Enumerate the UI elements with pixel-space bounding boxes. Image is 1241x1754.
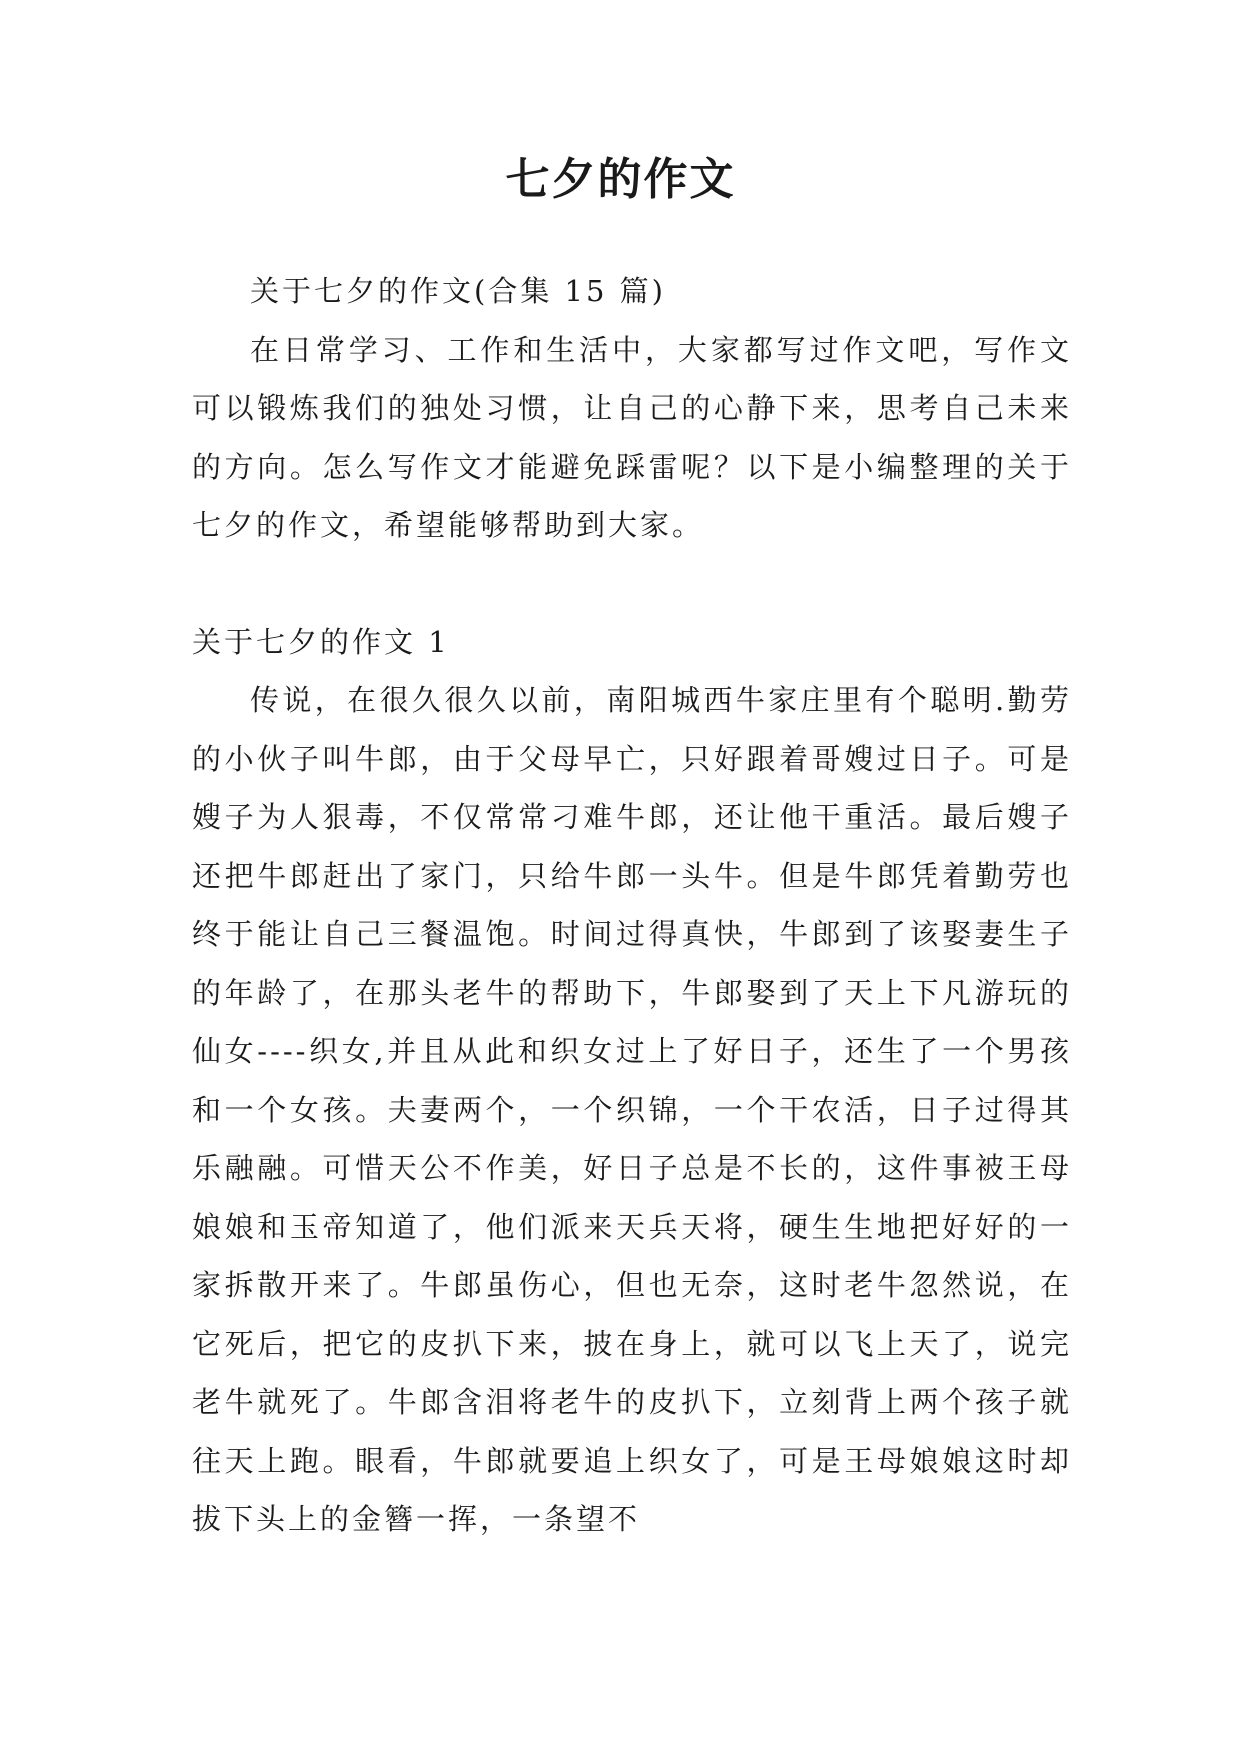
document-body	[192, 262, 1072, 1549]
section-heading: 关于七夕的作文 1	[192, 624, 450, 659]
document-title: 七夕的作文	[505, 154, 736, 205]
collection-subtitle: 关于七夕的作文(合集 15 篇)	[250, 274, 666, 308]
section-spacer	[192, 555, 1072, 613]
intro-paragraph: 在日常学习、工作和生活中，大家都写过作文吧，写作文可以锻炼我们的独处习惯，让自己的心静下来，思考自己未来的方向。怎么写作文才能避免踩雷呢？以下是小编整理的关于七夕的作文，希望能够帮助到大家。	[192, 332, 1072, 542]
section-paragraph: 传说，在很久很久以前，南阳城西牛家庄里有个聪明.勤劳的小伙子叫牛郎，由于父母早亡，只好跟着哥嫂过日子。可是嫂子为人狠毒，不仅常常刁难牛郎，还让他干重活。最后嫂子还把牛郎赶出了家门，只给牛郎一头牛。但是牛郎凭着勤劳也终于能让自己三餐温饱。时间过得真快，牛郎到了该娶妻生子的年龄了，在那头老牛的帮助下，牛郎娶到了天上下凡游玩的仙女----织女,并且从此和织女过上了好日子，还生了一个男孩和一个女孩。夫妻两个，一个织锦，一个干农活，日子过得其乐融融。可惜天公不作美，好日子总是不长的，这件事被王母娘娘和玉帝知道了，他们派来天兵天将，硬生生地把好好的一家拆散开来了。牛郎虽伤心，但也无奈，这时老牛忽然说，在它死后，把它的皮扒下来，披在身上，就可以飞上天了，说完老牛就死了。牛郎含泪将老牛的皮扒下，立刻背上两个孩子就往天上跑。眼看，牛郎就要追上织女了，可是王母娘娘这时却拔下头上的金簪一挥，一条望不	[192, 683, 1072, 1536]
